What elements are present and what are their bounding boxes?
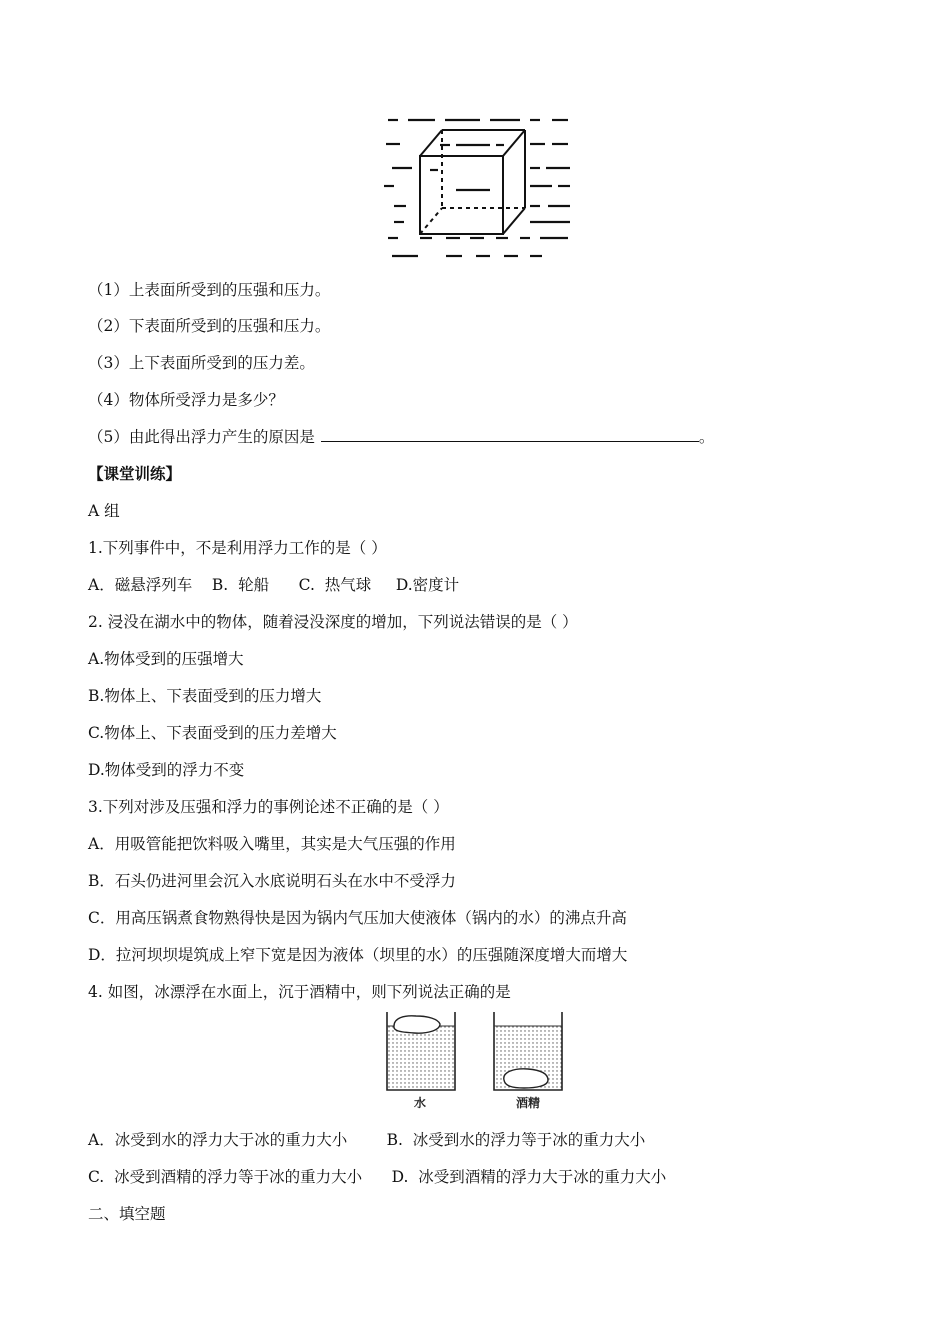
answer-blank[interactable]: [321, 427, 699, 442]
question-5-end: 。: [698, 428, 715, 446]
figure-label-water: 水: [413, 1096, 427, 1110]
q2-option-c: C.物体上、下表面受到的压力差增大: [88, 724, 337, 742]
group-label: A 组: [88, 502, 120, 520]
q3-option-a: A．用吸管能把饮料吸入嘴里，其实是大气压强的作用: [88, 835, 456, 853]
q3-option-b: B．石头仍进河里会沉入水底说明石头在水中不受浮力: [88, 872, 456, 890]
question-5: [88, 427, 714, 447]
figure-label-alcohol: 酒精: [515, 1096, 541, 1110]
question-4: （4）物体所受浮力是多少？: [88, 391, 284, 409]
section2-heading: 二、填空题: [88, 1205, 166, 1223]
q1-options: A．磁悬浮列车 B. 轮船 C. 热气球 D.密度计: [88, 576, 460, 594]
q2-stem: 2. 浸没在湖水中的物体，随着浸没深度的增加，下列说法错误的是（ ）: [88, 613, 578, 631]
question-2: （2）下表面所受到的压强和压力。: [88, 317, 331, 335]
question-5-text: （5）由此得出浮力产生的原因是: [88, 428, 315, 446]
q4-options-row2: C. 冰受到酒精的浮力等于冰的重力大小 D. 冰受到酒精的浮力大于冰的重力大小: [88, 1168, 667, 1186]
q1-stem: 1.下列事件中，不是利用浮力工作的是（ ）: [88, 539, 387, 557]
cube-in-liquid-figure: [380, 112, 575, 262]
section-heading: 【课堂训练】: [88, 464, 182, 483]
q2-option-b: B.物体上、下表面受到的压力增大: [88, 687, 322, 705]
q3-option-c: C．用高压锅煮食物熟得快是因为锅内气压加大使液体（锅内的水）的沸点升高: [88, 909, 627, 927]
q4-stem: 4. 如图，冰漂浮在水面上，沉于酒精中，则下列说法正确的是: [88, 983, 511, 1001]
question-3: （3）上下表面所受到的压力差。: [88, 354, 315, 372]
q3-option-d: D．拉河坝坝堤筑成上窄下宽是因为液体（坝里的水）的压强随深度增大而增大: [88, 946, 628, 964]
q2-option-d: D.物体受到的浮力不变: [88, 761, 245, 779]
q4-options-row1: A．冰受到水的浮力大于冰的重力大小 B. 冰受到水的浮力等于冰的重力大小: [88, 1131, 646, 1149]
q2-option-a: A.物体受到的压强增大: [88, 650, 244, 668]
q3-stem: 3.下列对涉及压强和浮力的事例论述不正确的是（ ）: [88, 798, 449, 816]
ice-beakers-figure: [380, 1010, 570, 1114]
question-1: （1）上表面所受到的压强和压力。: [88, 281, 331, 299]
